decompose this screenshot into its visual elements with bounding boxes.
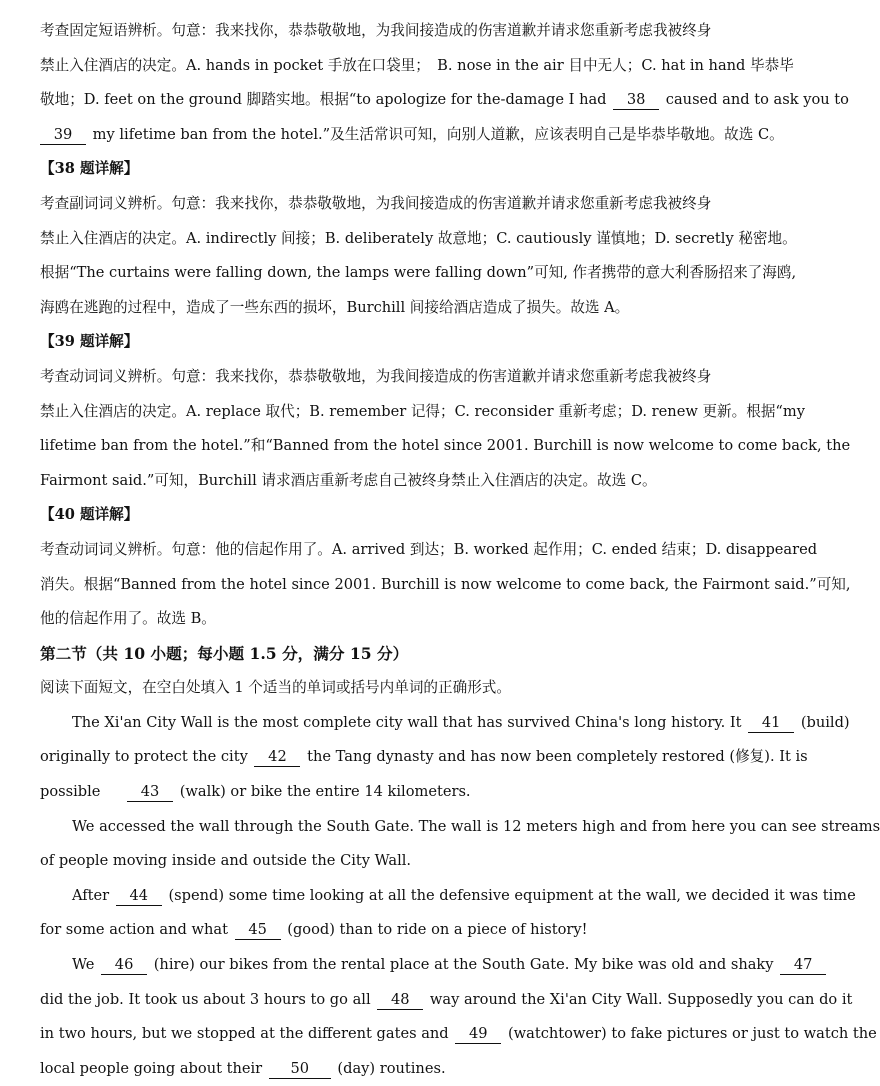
- q38-heading: 【38 题详解】: [40, 160, 139, 178]
- q39-line-4: Fairmont said.”可知，Burchill 请求酒店重新考虑自己被终身禁止入住酒店的决定。故选 C。: [40, 471, 657, 489]
- passage-text: After: [72, 886, 110, 904]
- passage-p4-line-1: [40, 948, 813, 983]
- blank-49[interactable]: 49: [455, 1025, 501, 1044]
- q40-line-2: 消失。根据“Banned from the hotel since 2001. Burchill is now welcome to come back, the Fairmont said.”可知,: [40, 575, 851, 593]
- section-2-title: 第二节（共 10 小题；每小题 1.5 分，满分 15 分）: [40, 643, 409, 663]
- section-2-instruction: 阅读下面短文，在空白处填入 1 个适当的单词或括号内单词的正确形式。: [40, 679, 511, 697]
- passage-text: (spend) some time looking at all the defensive equipment at the wall, we decided it was time: [168, 886, 856, 904]
- q37-line-2: 禁止入住酒店的决定。A. hands in pocket 手放在口袋里； B. nose in the air 目中无人；C. hat in hand 毕恭毕: [40, 56, 794, 74]
- passage-text: local people going about their: [40, 1059, 263, 1077]
- passage-p4-line-4: [40, 1052, 760, 1086]
- q39-line-3: lifetime ban from the hotel.”和“Banned from the hotel since 2001. Burchill is now welcome to come back, the: [40, 437, 851, 455]
- q40-heading: 【40 题详解】: [40, 506, 139, 524]
- passage-text: originally to protect the city: [40, 748, 248, 766]
- q38-line-1: 考查副词词义辨析。句意：我来找你，恭恭敬敬地，为我间接造成的伤害道歉并请求您重新考虑我被终身: [40, 194, 712, 212]
- q38-line-4: 海鸥在逃跑的过程中，造成了一些东西的损坏，Burchill 间接给酒店造成了损失。故选 A。: [40, 298, 630, 316]
- passage-p2-line-2: of people moving inside and outside the City Wall.: [40, 852, 412, 870]
- q40-line-1: 考查动词词义辨析。句意：他的信起作用了。A. arrived 到达；B. worked 起作用；C. ended 结束；D. disappeared: [40, 540, 818, 558]
- passage-p3-line-2: [40, 913, 760, 948]
- blank-47[interactable]: 47: [780, 956, 826, 975]
- q37-line-3-text-b: caused and to ask you to: [665, 91, 849, 109]
- passage-text: for some action and what: [40, 921, 228, 939]
- passage-text: did the job. It took us about 3 hours to go all: [40, 990, 371, 1008]
- q37-line-4-text: my lifetime ban from the hotel.”及生活常识可知，向别人道歉，应该表明自己是毕恭毕敬地。故选 C。: [92, 125, 784, 143]
- q39-line-1: 考查动词词义辨析。句意：我来找你，恭恭敬敬地，为我间接造成的伤害道歉并请求您重新考虑我被终身: [40, 367, 712, 385]
- blank-44[interactable]: 44: [116, 887, 162, 906]
- blank-50[interactable]: 50: [269, 1060, 331, 1079]
- passage-text: (hire) our bikes from the rental place at the South Gate. My bike was old and shaky: [153, 956, 774, 974]
- q37-line-4: [40, 118, 784, 153]
- passage-p4-line-2: [40, 983, 853, 1018]
- q39-heading: 【39 题详解】: [40, 333, 139, 351]
- blank-43[interactable]: 43: [127, 783, 173, 802]
- passage-text: way around the Xi'an City Wall. Supposedly you can do it: [429, 990, 853, 1008]
- passage-p1-line-1: [40, 706, 850, 741]
- passage-text: (day) routines.: [337, 1059, 446, 1077]
- passage-text: possible: [40, 783, 101, 801]
- passage-text: (walk) or bike the entire 14 kilometers.: [179, 783, 471, 801]
- blank-41[interactable]: 41: [748, 714, 794, 733]
- blank-38: 38: [613, 91, 659, 110]
- passage-text: (good) than to ride on a piece of history!: [287, 921, 588, 939]
- q37-line-1: 考查固定短语辨析。句意：我来找你，恭恭敬敬地，为我间接造成的伤害道歉并请求您重新考虑我被终身: [40, 22, 712, 39]
- passage-text: in two hours, but we stopped at the different gates and: [40, 1025, 449, 1043]
- q39-line-2: 禁止入住酒店的决定。A. replace 取代；B. remember 记得；C. reconsider 重新考虑；D. renew 更新。根据“my: [40, 402, 805, 420]
- q37-line-3-text-a: 敬地；D. feet on the ground 脚踏实地。根据“to apologize for the-damage I had: [40, 91, 607, 109]
- passage-text: (watchtower) to fake pictures or just to watch the: [507, 1025, 877, 1043]
- passage-p2-line-1: We accessed the wall through the South Gate. The wall is 12 meters high and from here you can see streams: [72, 817, 880, 835]
- blank-48[interactable]: 48: [377, 991, 423, 1010]
- q37-line-3: [40, 83, 849, 118]
- blank-45[interactable]: 45: [235, 921, 281, 940]
- blank-46[interactable]: 46: [101, 956, 147, 975]
- blank-42[interactable]: 42: [254, 748, 300, 767]
- q40-line-3: 他的信起作用了。故选 B。: [40, 610, 216, 628]
- passage-text: the Tang dynasty and has now been completely restored (修复). It is: [307, 748, 808, 766]
- passage-p1-line-2: [40, 740, 808, 775]
- passage-p3-line-1: [40, 879, 856, 914]
- blank-39: 39: [40, 126, 86, 145]
- passage-text: (build): [800, 713, 850, 731]
- passage-p1-line-3: [40, 775, 760, 810]
- passage-p4-line-3: [40, 1017, 877, 1052]
- passage-text: We: [72, 956, 95, 974]
- q38-line-3: 根据“The curtains were falling down, the lamps were falling down”可知, 作者携带的意大利香肠招来了海鸥,: [40, 264, 797, 282]
- q38-line-2: 禁止入住酒店的决定。A. indirectly 间接；B. deliberately 故意地；C. cautiously 谨慎地；D. secretly 秘密地。: [40, 229, 797, 247]
- passage-text: The Xi'an City Wall is the most complete city wall that has survived China's long history. It: [72, 713, 742, 731]
